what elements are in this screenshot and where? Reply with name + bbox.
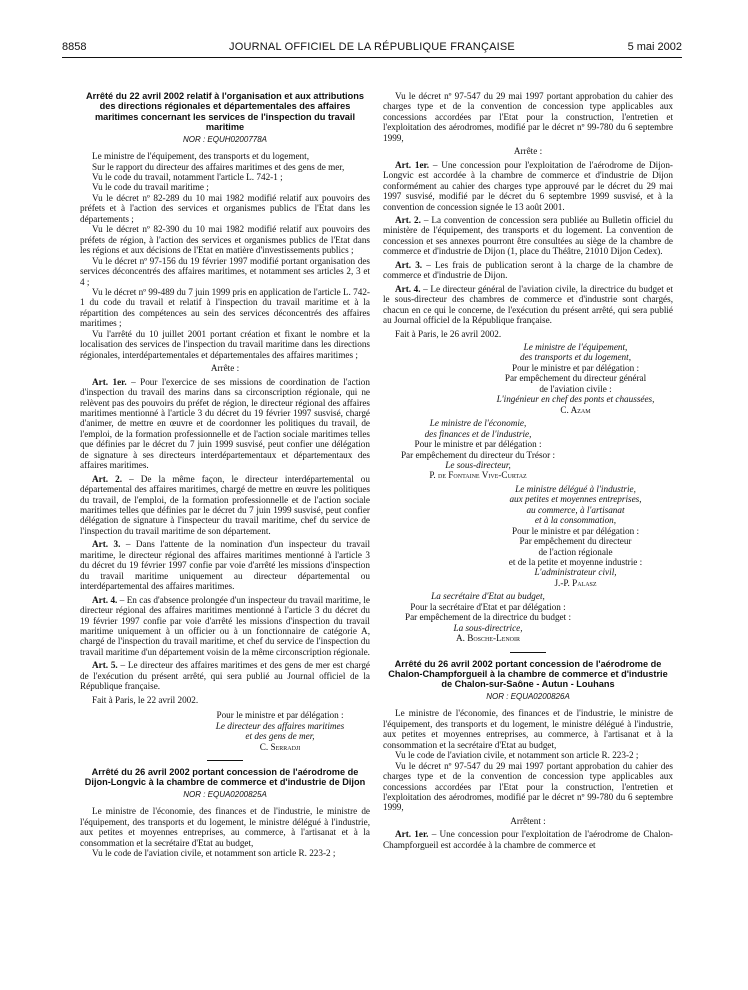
decree2-preamble-0: Le ministre de l'économie, des finances et de l'industrie, le ministre de l'équipement, des transports et du logement, le ministre délégué à l'industrie, aux petites et moyennes entreprises, au commerce, à l'artisanat et à la consommation et la secrétaire d'Etat au budget, [80, 806, 370, 848]
decree1-preamble-3: Vu le code du travail maritime ; [92, 182, 209, 193]
decree1-preamble-0: Le ministre de l'équipement, des transports et du logement, [92, 151, 309, 162]
sig-line: des transports et du logement, [519, 352, 631, 363]
sig-line: Par empêchement du directeur du Trésor : [400, 449, 556, 460]
left-column [80, 91, 370, 859]
sig-line: Pour la secrétaire d'Etat et par délégation : [410, 601, 566, 612]
separator [207, 760, 243, 761]
decree3-preamble-0: Le ministre de l'économie, des finances et de l'industrie, le ministre de l'équipement, des transports et du logement, le ministre délégué à l'industrie, aux petites et moyennes entreprises, au commerce, à l'artisanat et à la consommation et la secrétaire d'Etat au budget, [383, 708, 673, 750]
page-header [62, 40, 682, 56]
decree1-article-1: Art. 1er. – Pour l'exercice de ses missions de coordination de l'action d'inspection du travail des marins dans sa circonscription régionale, qui ne relèvent pas des pouvoirs du préfet de région, le directeur régional des affaires maritimes mentionné à l'article 3 du décret du 19 février 1997 susvisé, chargé d'animer, de mettre en œuvre et de coordonner les politiques du travail, de l'emploi, de la formation professionnelle et de l'action sociale maritimes telles que définies par le décret du 7 juin 1999 susvisé, peut confier une délégation de signature à ses directeurs interdépartementaux et départementaux des affaires maritimes. [80, 376, 370, 471]
sig-line: Pour le ministre et par délégation : [414, 439, 542, 450]
decree3-article-1: Art. 1er. – Une concession pour l'exploitation de l'aérodrome de Chalon-Champforgueil est accordée à la chambre de commerce et [383, 829, 673, 850]
decree2-preamble-2: Vu le décret nº 97-547 du 29 mai 1997 portant approbation du cahier des charges type et de la convention de concession type applicables aux concessions accordées par l'Etat pour la construction, l'entretien et l'exploitation des aérodromes, modifié par le décret nº 99-780 du 6 septembre 1999, [383, 91, 673, 143]
decree2-title: Arrêté du 26 avril 2002 portant concession de l'aérodrome de Dijon-Longvic à la chambre de commerce et d'industrie de Dijon [84, 767, 366, 788]
sig-line: aux petites et moyennes entreprises, [509, 494, 642, 505]
sig-name: J.-P. Palasz [554, 577, 597, 588]
decree2-arrete: Arrête : [513, 146, 543, 157]
sig-budget [383, 591, 593, 643]
decree3-preamble-1: Vu le code de l'aviation civile, et notamment son article R. 223-2 ; [395, 750, 639, 761]
sig-line: au commerce, à l'artisanat [526, 504, 625, 515]
sig-name: C. Azam [560, 404, 591, 415]
sig-line: La secrétaire d'Etat au budget, [431, 591, 545, 602]
page-number: 8858 [62, 41, 87, 53]
decree3-preamble-2: Vu le décret nº 97-547 du 29 mai 1997 portant approbation du cahier des charges type et de la convention de concession type applicables aux concessions accordées par l'Etat pour la construction, l'entretien et l'exploitation des aérodromes, modifié par le décret nº 99-780 du 6 septembre 1999, [383, 760, 673, 813]
decree2-article-2: Art. 2. – La convention de concession sera publiée au Bulletin officiel du ministère de l'équipement, des transports et du logement. La convention de concession et ses annexes pourront être consultées au siège de la chambre de commerce et d'industrie de Dijon (1, place du Théâtre, 21010 Dijon Cedex). [383, 214, 674, 257]
decree1-article-4: Art. 4. – En cas d'absence prolongée d'un inspecteur du travail maritime, le directeur régional des affaires maritimes mentionné à l'article 3 du décret du 19 février 1997 confie par voie d'arrêté les missions d'inspection du travail maritime uniquement à un officier ou à un fonctionnaire de catégorie A, chargé de l'inspection du travail maritime, et chef du service de l'inspection du travail maritime d'un département voisin de la même circonscription régionale. [80, 594, 370, 657]
decree1-arrete: Arrête : [210, 363, 240, 374]
sig-line: L'administrateur civil, [534, 567, 617, 578]
decree2-article-1: Art. 1er. – Une concession pour l'exploitation de l'aérodrome de Dijon-Longvic est accordée à la chambre de commerce et d'industrie de Dijon conformément au cahier des charges type approuvé par le décret du 29 mai 1997 susvisé, modifié par le décret du 6 septembre 1999 susvisé, et à la convention de concession signée le 13 août 2001. [383, 159, 673, 212]
sig-line: Par empêchement du directeur général [504, 373, 647, 384]
decree3-nor: NOR : EQUA0200826A [486, 691, 570, 701]
sig-line: et de la petite et moyenne industrie : [508, 557, 643, 568]
sig-line: Le directeur des affaires maritimes [215, 720, 345, 731]
decree2-article-4: Art. 4. – Le directeur général de l'aviation civile, la directrice du budget et le sous-directeur des chambres de commerce et d'industrie sont chargés, chacun en ce qui le concerne, de l'exécution du présent arrêté, qui sera publié au Journal officiel de la République française. [383, 283, 674, 326]
sig-economie [383, 418, 573, 481]
sig-industrie [383, 484, 673, 589]
sig-name: A. Bosche-Lenoir [455, 633, 521, 644]
decree1-article-5: Art. 5. – Le directeur des affaires maritimes et des gens de mer est chargé de l'exécution du présent arrêté, qui sera publié au Journal officiel de la République française. [80, 660, 370, 692]
sig-line: et des gens de mer, [245, 731, 315, 742]
decree1-done: Fait à Paris, le 22 avril 2002. [92, 694, 199, 705]
decree3-arrete: Arrêtent : [510, 815, 546, 826]
sig-line: Le ministre délégué à l'industrie, [515, 483, 636, 494]
decree1-nor: NOR : EQUH0200778A [182, 134, 268, 144]
decree1-preamble-2: Vu le code du travail, notamment l'article L. 742-1 ; [92, 171, 283, 182]
sig-line: La sous-directrice, [453, 622, 523, 633]
decree2-done: Fait à Paris, le 26 avril 2002. [395, 328, 502, 339]
decree2-article-3: Art. 3. – Les frais de publication seront à la charge de la chambre de commerce et d'industrie de Dijon. [383, 259, 673, 281]
decree1-preamble-4: Vu le décret nº 82-289 du 10 mai 1982 modifié relatif aux pouvoirs des préfets et à l'action des services et organismes publics de l'Etat dans les départements ; [80, 192, 370, 224]
decree1-preamble-1: Sur le rapport du directeur des affaires maritimes et des gens de mer, [92, 161, 345, 172]
sig-line: Pour le ministre et par délégation : [511, 362, 640, 373]
decree2-preamble-1: Vu le code de l'aviation civile, et notamment son article R. 223-2 ; [92, 848, 336, 859]
decree1-signature [80, 710, 370, 752]
sig-line: Pour le ministre et par délégation : [511, 525, 640, 536]
sig-line: et à la consommation, [534, 515, 617, 526]
decree1-article-2: Art. 2. – De la même façon, le directeur interdépartemental ou départemental des affaires maritimes, chargé de mettre en œuvre les politiques du travail, de l'emploi, de la formation professionnelle et de l'action sociale maritimes telles que définies par le décret du 7 juin 1999 susvisé, peut confier délégation de signature à l'inspecteur du travail maritime, chef du service de l'inspection du travail maritime de son département. [80, 473, 370, 536]
sig-line: Le ministre de l'économie, [429, 418, 527, 429]
sig-name: C. Serradji [259, 741, 301, 752]
sig-line: Par empêchement de la directrice du budget : [404, 612, 572, 623]
journal-title: JOURNAL OFFICIEL DE LA RÉPUBLIQUE FRANÇAISE [229, 41, 515, 53]
sig-line: Pour le ministre et par délégation : [216, 710, 344, 721]
sig-line: de l'aviation civile : [539, 383, 612, 394]
sig-name: P. de Fontaine Vive-Curtaz [429, 470, 527, 481]
right-column [383, 91, 673, 850]
decree3-title: Arrêté du 26 avril 2002 portant concession de l'aérodrome de Chalon-Champforgueil à la chambre de commerce et d'industrie de Chalon-sur-Saône - Autun - Louhans [388, 658, 668, 690]
sig-equipement [383, 342, 673, 415]
decree1-preamble-6: Vu le décret nº 97-156 du 19 février 1997 modifié portant organisation des services déconcentrés des affaires maritimes, et notamment ses articles 2, 3 et 4 ; [80, 255, 370, 287]
decree1-preamble-8: Vu l'arrêté du 10 juillet 2001 portant création et fixant le nombre et la localisation des services de l'inspection du travail maritime dans les directions régionales, interdépartementales et départementales des affaires maritimes ; [80, 328, 370, 360]
decree1-preamble-5: Vu le décret nº 82-390 du 10 mai 1982 modifié relatif aux pouvoirs des préfets de région, à l'action des services et organismes publics de l'Etat dans les régions et aux décisions de l'Etat en matière d'investissements publics ; [80, 224, 370, 256]
separator [510, 652, 546, 653]
sig-line: L'ingénieur en chef des ponts et chaussées, [496, 394, 655, 405]
decree1-title: Arrêté du 22 avril 2002 relatif à l'organisation et aux attributions des directions régionales et départementales des affaires maritimes concernant les services de l'inspection du travail maritime [86, 91, 364, 133]
header-rule [62, 57, 682, 58]
sig-line: Le sous-directeur, [445, 459, 511, 470]
sig-line: Par empêchement du directeur [519, 536, 632, 547]
sig-line: de l'action régionale [538, 546, 613, 557]
decree2-nor: NOR : EQUA0200825A [183, 789, 267, 799]
decree1-article-3: Art. 3. – Dans l'attente de la nomination d'un inspecteur du travail maritime, le directeur régional des affaires maritimes mentionné à l'article 3 du décret du 19 février 1997 confie par voie d'arrêté les missions d'inspection du travail maritime uniquement au directeur départemental ou interdépartemental des affaires maritimes. [80, 539, 371, 592]
sig-line: Le ministre de l'équipement, [523, 341, 628, 352]
decree1-preamble-7: Vu le décret nº 99-489 du 7 juin 1999 pris en application de l'article L. 742-1 du code du travail et relatif à l'inspection du travail maritime et à la répartition des compétences au sein des services déconcentrés des affaires maritimes ; [80, 286, 370, 329]
sig-line: des finances et de l'industrie, [424, 428, 532, 439]
issue-date: 5 mai 2002 [627, 41, 682, 53]
